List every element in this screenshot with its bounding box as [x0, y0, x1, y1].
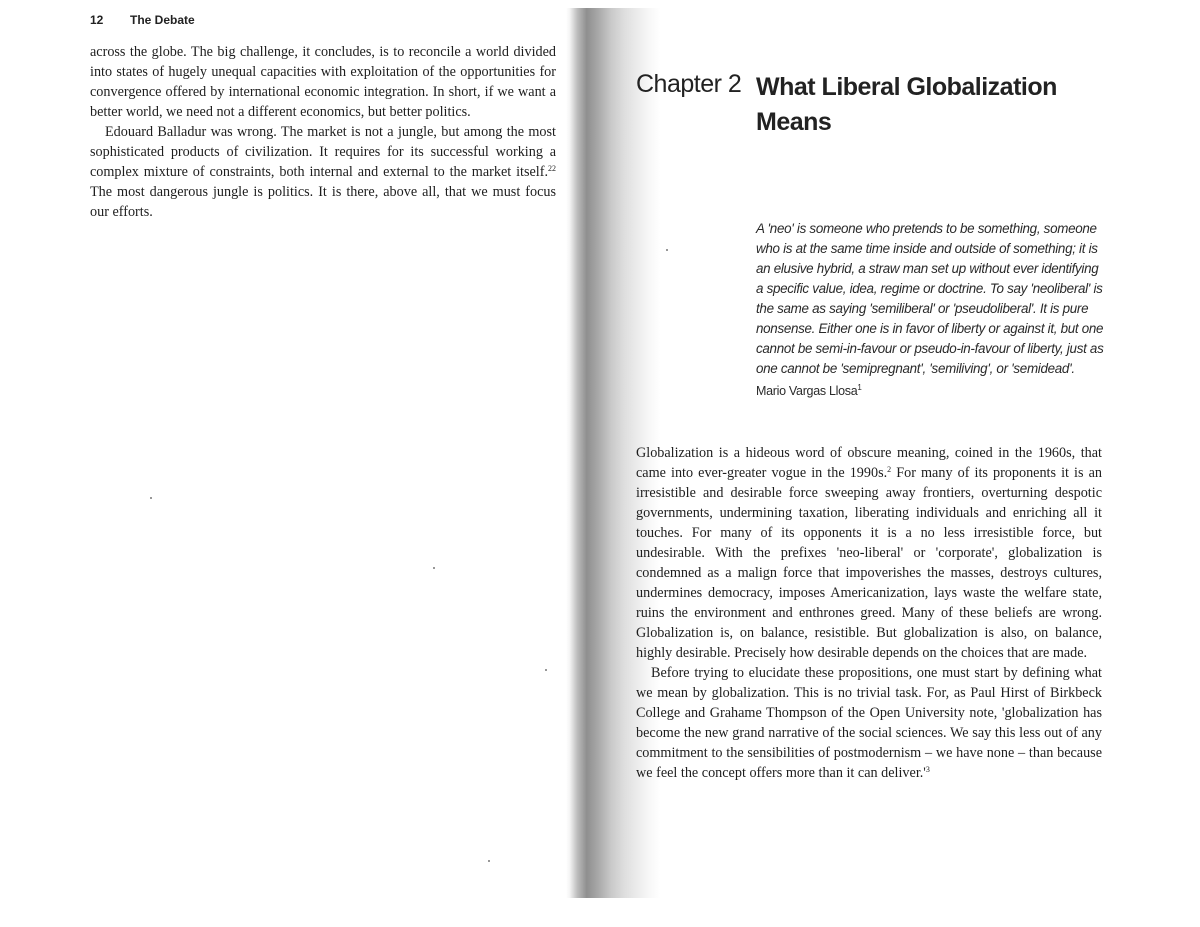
- chapter-label: Chapter 2: [636, 70, 742, 98]
- right-page-body: [636, 443, 1102, 783]
- scan-speck: [666, 249, 668, 251]
- page-number: 12: [90, 13, 104, 27]
- footnote-ref-3: 3: [925, 765, 930, 774]
- footnote-ref-22: 22: [548, 164, 556, 173]
- left-page-body: [90, 42, 556, 222]
- epigraph-author: [756, 384, 862, 398]
- right-paragraph-1-a: Globalization is a hideous word of obscure meaning, coined in the 1960s, that came into ever-greater vogue in the 1990s.: [636, 445, 1102, 481]
- epigraph-quote: A 'neo' is someone who pretends to be something, someone who is at the same time inside and outside of something; it is an elusive hybrid, a straw man set up without ever identifying a specific value, idea, regime or doctrine. To say 'neoliberal' is the same as saying 'semiliberal' or 'pseudoliberal'. It is pure nonsense. Either one is in favor of liberty or against it, but one cannot be semi-in-favour or pseudo-in-favour of liberty, just as one cannot be 'semipregnant', 'semiliving', or 'semidead'.: [756, 221, 1104, 376]
- running-title: The Debate: [130, 13, 195, 27]
- footnote-ref-1: 1: [857, 383, 862, 392]
- right-paragraph-2: [636, 663, 1102, 783]
- chapter-title: What Liberal Globalization Means: [756, 73, 1057, 136]
- gutter-top-margin: [566, 0, 660, 8]
- left-paragraph-2-text: Edouard Balladur was wrong. The market is not a jungle, but among the most sophisticated products of civilization. It requires for its successful working a complex mixture of constraints, both internal and external to the market itself.: [90, 124, 556, 180]
- right-paragraph-1: [636, 443, 1102, 663]
- right-paragraph-1-b: For many of its proponents it is an irresistible and desirable force sweeping away frontiers, overturning despotic governments, undermining taxation, liberating individuals and enriching all it touches. For many of its opponents it is a no less irresistible force, but undesirable. With the prefixes 'neo-liberal' or 'corporate', globalization is condemned as a malign force that impoverishes the masses, destroys cultures, undermines democracy, imposes Americanization, lays waste the welfare state, ruins the environment and enthrones greed. Many of these beliefs are wrong. Globalization is, on balance, resistible. But globalization is also, on balance, highly desirable. Precisely how desirable depends on the choices that are made.: [636, 465, 1102, 661]
- left-paragraph-2: [90, 122, 556, 222]
- left-paragraph-1: across the globe. The big challenge, it concludes, is to reconcile a world divided into states of hugely unequal capacities with exploitation of the opportunities for convergence offered by international economic integration. In short, if we want a better world, we need not a different economics, but better politics.: [90, 44, 556, 120]
- right-paragraph-2-a: Before trying to elucidate these propositions, one must start by defining what we mean by globalization. This is no trivial task. For, as Paul Hirst of Birkbeck College and Grahame Thompson of the Open University note, 'globalization has become the new grand narrative of the social sciences. We say this less out of any commitment to the sensibilities of postmodernism – we have none – than because we feel the concept offers more than it can deliver.': [636, 665, 1102, 781]
- gutter-bottom-margin: [566, 898, 660, 927]
- left-paragraph-2-end: The most dangerous jungle is politics. It is there, above all, that we must focus our efforts.: [90, 184, 556, 220]
- running-head: [90, 13, 195, 27]
- scan-speck: [545, 669, 547, 671]
- footnote-ref-2: 2: [887, 465, 892, 474]
- scan-speck: [488, 860, 490, 862]
- epigraph-author-name: Mario Vargas Llosa: [756, 384, 858, 398]
- scan-speck: [150, 497, 152, 499]
- scan-speck: [433, 567, 435, 569]
